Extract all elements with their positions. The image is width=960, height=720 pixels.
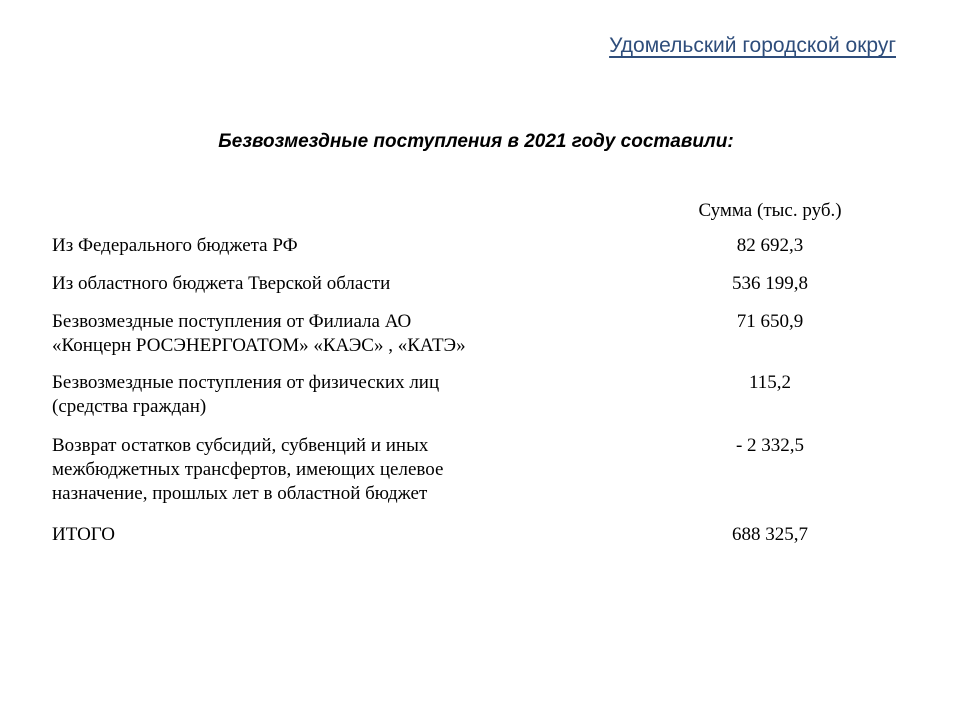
row-value: 71 650,9	[736, 311, 804, 332]
row-label	[52, 371, 612, 419]
row-label	[52, 310, 612, 358]
row-label-line: Безвозмездные поступления от Филиала АО	[52, 311, 412, 332]
row-value: 82 692,3	[736, 235, 804, 256]
row-label	[52, 434, 612, 506]
sum-column-header: Сумма (тыс. руб.)	[698, 200, 842, 221]
row-value: 688 325,7	[732, 524, 808, 545]
row-value: - 2 332,5	[735, 435, 805, 456]
row-label	[52, 272, 612, 296]
row-label-line: Возврат остатков субсидий, субвенций и иных	[52, 435, 429, 456]
row-label-line: ИТОГО	[52, 524, 116, 545]
row-label	[52, 234, 612, 258]
row-value: 536 199,8	[732, 273, 808, 294]
row-label-line: назначение, прошлых лет в областной бюджет	[52, 483, 428, 504]
row-label-line: Из Федерального бюджета РФ	[52, 235, 298, 256]
row-label-line: Безвозмездные поступления от физических лиц	[52, 372, 440, 393]
row-label	[52, 523, 612, 547]
row-value: 115,2	[748, 372, 792, 393]
page-title: Безвозмездные поступления в 2021 году составили:	[218, 131, 734, 152]
row-label-line: Из областного бюджета Тверской области	[52, 273, 391, 294]
row-label-line: «Концерн РОСЭНЕРГОАТОМ» «КАЭС» , «КАТЭ»	[52, 335, 466, 356]
row-label-line: межбюджетных трансфертов, имеющих целевое	[52, 459, 444, 480]
row-label-line: (средства граждан)	[52, 396, 207, 417]
org-link[interactable]: Удомельский городской округ	[609, 34, 896, 57]
